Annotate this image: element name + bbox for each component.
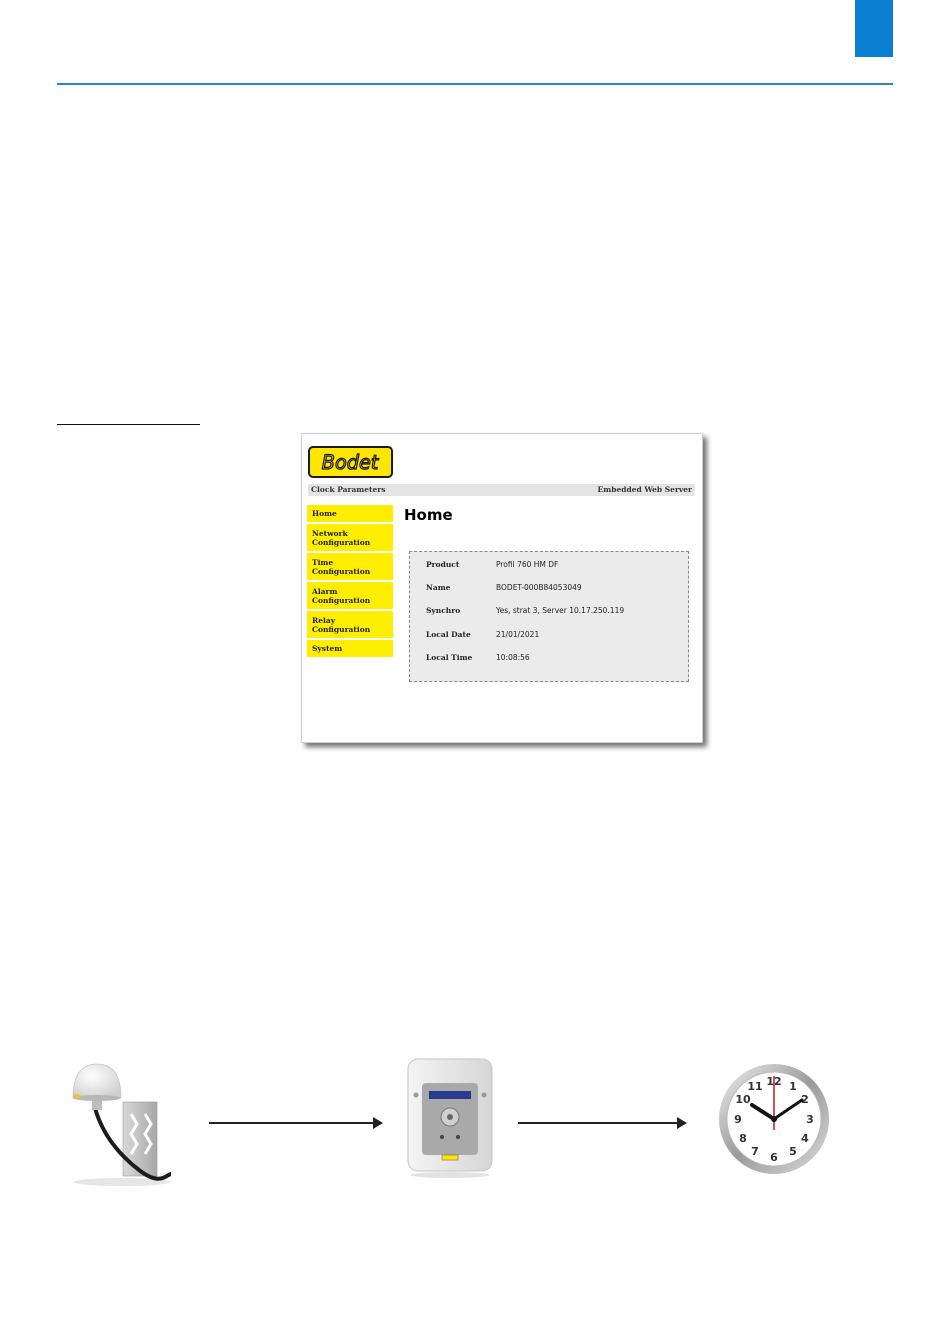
menu-item-label: Configuration	[312, 624, 371, 634]
info-label: Synchro	[426, 606, 461, 615]
flow-arrow	[518, 1122, 685, 1124]
svg-text:7: 7	[751, 1145, 759, 1158]
master-clock-image	[405, 1055, 495, 1179]
svg-text:6: 6	[770, 1151, 778, 1164]
flow-arrow	[209, 1122, 381, 1124]
section-heading-underline	[57, 424, 200, 425]
svg-text:2: 2	[801, 1093, 809, 1106]
menu-item-time-configuration[interactable]	[307, 553, 393, 580]
svg-text:12: 12	[766, 1075, 782, 1088]
info-label: Product	[426, 560, 460, 569]
menu-item-label: Relay	[312, 615, 336, 625]
info-panel	[409, 551, 689, 682]
info-value: BODET-000B84053049	[496, 583, 582, 592]
svg-text:8: 8	[739, 1132, 747, 1145]
info-label: Local Time	[426, 653, 473, 662]
menu-item-label: Alarm	[312, 586, 338, 596]
menu-item-label: System	[312, 644, 343, 653]
menu-item-alarm-configuration[interactable]	[307, 582, 393, 609]
info-label: Name	[426, 583, 451, 592]
svg-text:11: 11	[747, 1080, 763, 1093]
logo-text: Bodet	[321, 451, 379, 474]
page-tab-marker	[855, 0, 893, 57]
info-value: 21/01/2021	[496, 630, 540, 639]
menu-item-label: Configuration	[312, 566, 371, 576]
svg-text:3: 3	[806, 1113, 814, 1126]
menu-item-relay-configuration[interactable]	[307, 611, 393, 638]
svg-text:4: 4	[801, 1132, 809, 1145]
menu-item-label: Configuration	[312, 537, 371, 547]
gps-antenna-image	[67, 1058, 177, 1188]
analog-clock-image	[716, 1058, 832, 1180]
svg-text:9: 9	[734, 1113, 742, 1126]
menu-item-network-configuration[interactable]	[307, 524, 393, 551]
menu-item-system[interactable]	[307, 640, 393, 657]
title-bar-left: Clock Parameters	[311, 485, 386, 494]
header-rule	[57, 83, 893, 85]
title-bar-right: Embedded Web Server	[597, 485, 692, 494]
page-title: Home	[404, 506, 453, 524]
info-value: Yes, strat 3, Server 10.17.250.119	[496, 606, 625, 615]
menu-item-home[interactable]	[307, 505, 393, 522]
svg-text:1: 1	[789, 1080, 797, 1093]
svg-text:5: 5	[789, 1145, 797, 1158]
info-value: 10:08:56	[496, 653, 530, 662]
title-bar	[308, 484, 695, 496]
menu-item-label: Configuration	[312, 595, 371, 605]
menu-item-label: Network	[312, 528, 348, 538]
bodet-logo	[308, 446, 393, 478]
web-server-screenshot	[301, 433, 703, 743]
menu-item-label: Time	[312, 557, 334, 567]
info-label: Local Date	[426, 630, 471, 639]
menu-item-label: Home	[312, 509, 337, 518]
side-menu	[307, 505, 393, 659]
info-value: Profil 760 HM DF	[496, 560, 559, 569]
svg-text:10: 10	[735, 1093, 751, 1106]
